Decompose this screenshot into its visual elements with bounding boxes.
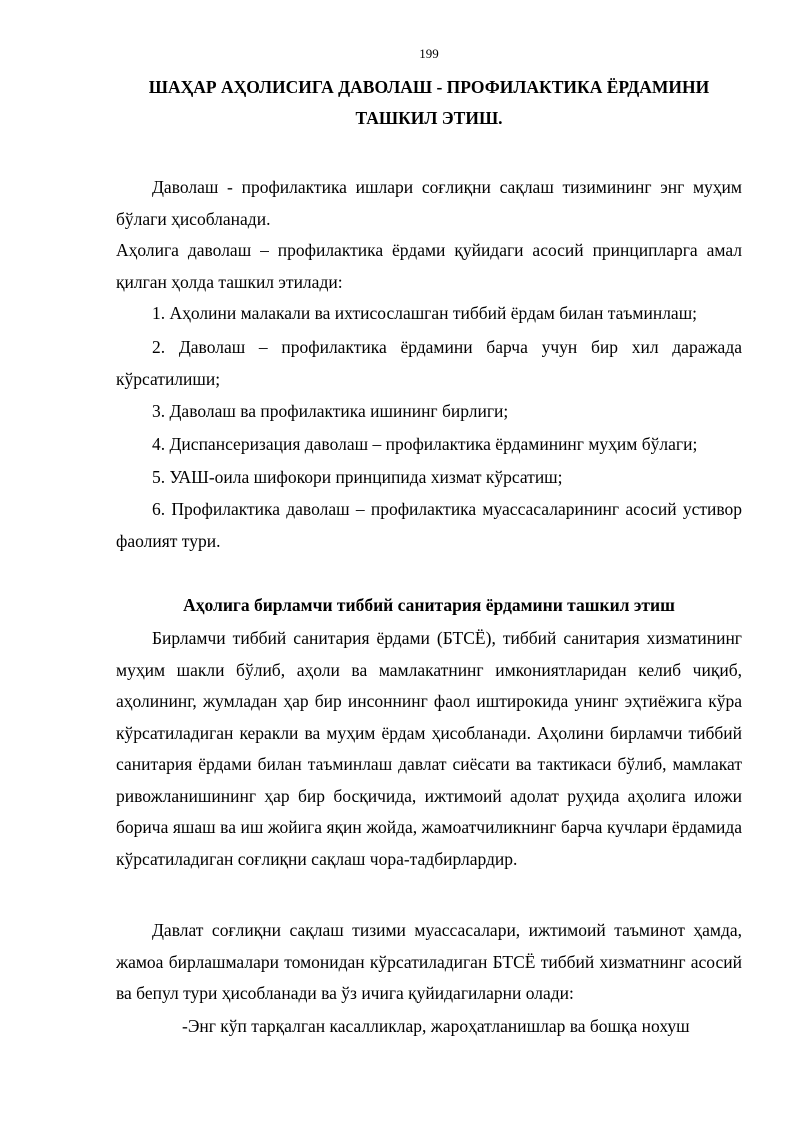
principle-item-5: 5. УАШ-оила шифокори принципида хизмат кўрсатиш; xyxy=(152,467,563,487)
section-title: Аҳолига бирламчи тиббий санитария ёрдамини ташкил этиш xyxy=(183,595,675,615)
principle-item-1: 1. Аҳолини малакали ва ихтисослашган тиббий ёрдам билан таъминлаш; xyxy=(152,303,698,323)
page-title-line-1: ШАҲАР АҲОЛИСИГА ДАВОЛАШ - ПРОФИЛАКТИКА ЁРДАМИНИ xyxy=(148,77,710,97)
principle-item-2: 2. Даволаш – профилактика ёрдамини барча учун бир хил даражада кўрсатилиши; xyxy=(116,337,742,389)
principle-item-3: 3. Даволаш ва профилактика ишининг бирлиги; xyxy=(152,401,509,421)
dash-list-item: -Энг кўп тарқалган касалликлар, жароҳатланишлар ва бошқа нохуш xyxy=(182,1016,690,1036)
principle-item-4: 4. Диспансеризация даволаш – профилактика ёрдамининг муҳим бўлаги; xyxy=(152,434,698,454)
section-paragraph-1: Бирламчи тиббий санитария ёрдами (БТСЁ), тиббий санитария хизматининг муҳим шакли бўлиб, аҳоли ва мамлакатнинг имкониятларидан келиб чиқиб, аҳолининг, жумладан ҳар бир инсоннинг фаол иштирокида унинг эҳтиёжига кўра кўрсатиладиган керакли ва муҳим ёрдам ҳисобланади. Аҳолини бирламчи тиббий санитария ёрдами билан таъминлаш давлат сиёсати ва тактикаси бўлиб, мамлакат ривожланишининг ҳар бир босқичида, ижтимоий адолат руҳида аҳолига иложи борича яшаш ва иш жойига яқин жойда, жамоатчиликнинг барча кучлари ёрдамида кўрсатиладиган соғлиқни сақлаш чора-тадбирлардир. xyxy=(116,628,742,869)
section-paragraph-2: Давлат соғлиқни сақлаш тизими муассасалари, ижтимоий таъминот ҳамда, жамоа бирлашмалари томонидан кўрсатиладиган БТСЁ тиббий хизматнинг асосий ва бепул тури ҳисобланади ва ўз ичига қуйидагиларни олади: xyxy=(116,920,742,1003)
page-number: 199 xyxy=(419,46,439,61)
page-title xyxy=(116,72,742,134)
intro-paragraph: Даволаш - профилактика ишлари соғлиқни сақлаш тизимининг энг муҳим бўлаги ҳисобланади. xyxy=(116,177,742,229)
page-title-line-2: ТАШКИЛ ЭТИШ. xyxy=(355,108,503,128)
principle-item-6: 6. Профилактика даволаш – профилактика муассасаларининг асосий устивор фаолият тури. xyxy=(116,499,742,551)
principles-lead-paragraph: Аҳолига даволаш – профилактика ёрдами қуйидаги асосий принципларга амал қилган ҳолда ташкил этилади: xyxy=(116,240,742,292)
